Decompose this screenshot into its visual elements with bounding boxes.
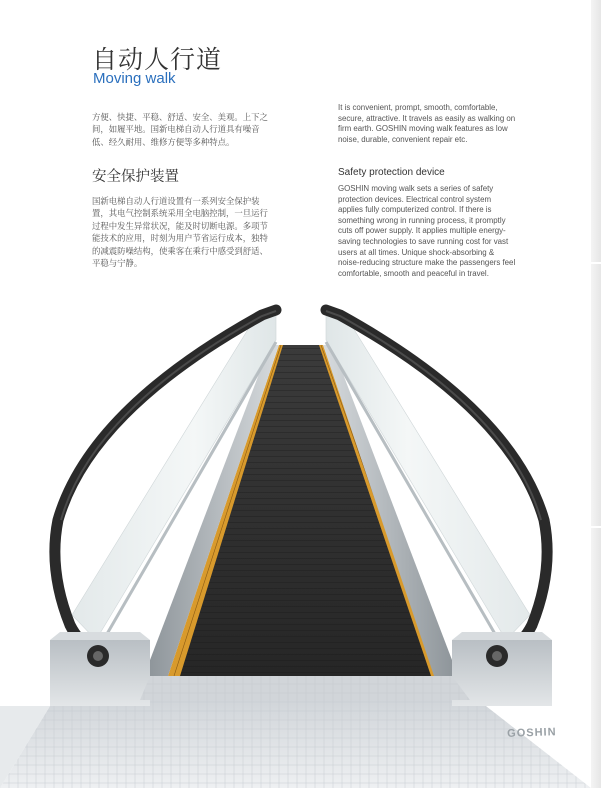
page-title-en: Moving walk	[93, 70, 176, 87]
safety-text-cn: 国新电梯自动人行道设置有一系列安全保护装置，其电气控制系统采用全电脑控制，一旦运行过程中发生异常状况，能及时切断电源。多项节能技术的应用，时刻为用户节省运行成本，独特的减震防噪结构，使乘客在乘行中感受到舒适、平稳与宁静。	[92, 196, 268, 269]
brand-mark: GOSHIN	[506, 726, 557, 740]
page-title-cn: 自动人行道	[92, 45, 223, 74]
moving-walk-illustration	[0, 290, 591, 788]
page-edge	[591, 0, 601, 788]
safety-heading-cn: 安全保护装置	[92, 169, 179, 185]
safety-text-en: GOSHIN moving walk sets a series of safety protection devices. Electrical control system applies fully computerized control. If there is something wrong in running process, it promptly cuts off power supply. It applies multiple energy-saving technologies to save running cost for vast users at all times. Unique shock-absorbing & noise-reducing structure make the passengers feel comfortable, smooth and peaceful in travel.	[338, 184, 516, 278]
safety-heading-en: Safety protection device	[338, 167, 445, 178]
landing-plate	[140, 676, 470, 700]
intro-text-en: It is convenient, prompt, smooth, comfortable, secure, attractive. It travels as easily as walking on firm earth. GOSHIN moving walk features as low noise, durable, convenient repair etc.	[338, 103, 516, 144]
intro-text-cn: 方便、快捷、平稳、舒适、安全、美观。上下之间，如履平地。国新电梯自动人行道具有噪音低、经久耐用、维修方便等多种特点。	[92, 112, 268, 147]
